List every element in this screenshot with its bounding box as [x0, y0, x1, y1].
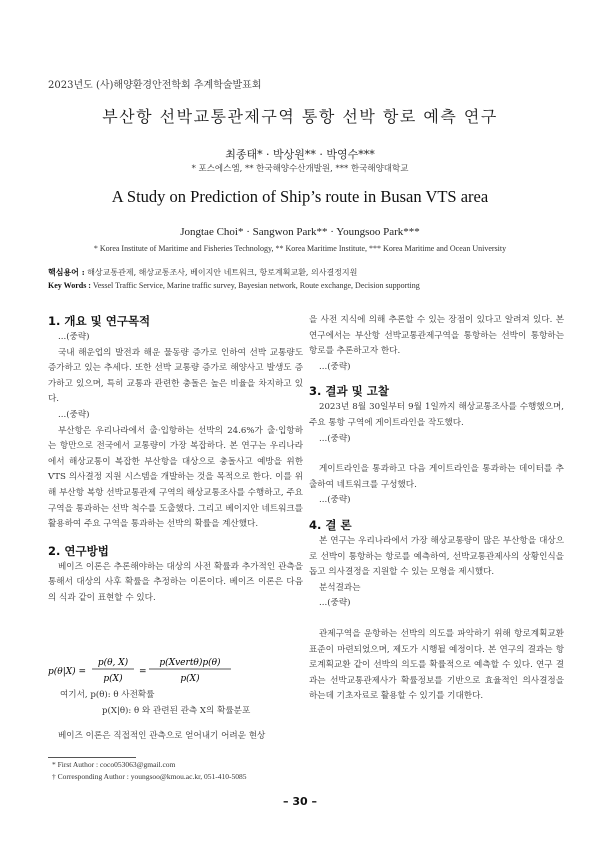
title-korean: 부산항 선박교통관제구역 통항 선박 항로 예측 연구	[102, 107, 498, 126]
where-line-2: p(X|θ): θ 와 관련된 관측 X의 확률분포	[102, 705, 251, 716]
affiliations-english: * Korea Institute of Maritime and Fisheries Technology, ** Korea Maritime Institute, *** Korea Maritime and Ocean University	[93, 244, 507, 253]
omission-note: ...(중략)	[58, 409, 90, 420]
conference-name: 2023년도 (사)해양환경안전학회 추계학술발표회	[48, 80, 262, 91]
authors-english: Jongtae Choi* · Sangwon Park** · Youngsoo Park***	[180, 226, 420, 238]
equation-denominator-1: p(X)	[103, 674, 123, 684]
keywords-korean-text: 해상교통관제, 해상교통조사, 베이지안 네트워크, 항로계획교환, 의사결정지원	[87, 268, 358, 277]
equation-numerator-1: p(θ, X)	[97, 658, 129, 668]
left-column-lower	[48, 688, 303, 745]
section-4-paragraph-1: 본 연구는 우리나라에서 가장 해상교통량이 많은 부산항을 대상으로 선박이 통항하는 항로를 예측하여, 선박교통관제사의 상황인식을 돕고 의사결정을 지원할 수 있는 모형을 제시했다.	[309, 535, 564, 578]
right-column	[309, 313, 564, 705]
bayes-equation	[48, 652, 308, 688]
omission-note: ...(중략)	[319, 598, 351, 609]
section-1-heading: 1. 개요 및 연구목적	[48, 314, 151, 328]
footnote-first-author: * First Author : coco053063@gmail.com	[52, 760, 176, 769]
equation-lhs: p(θ|X) =	[48, 667, 87, 677]
section-4-paragraph-2: 관제구역을 운항하는 선박의 의도를 파악하기 위해 항로계획교환 표준이 마련되었으며, 제도가 시행될 예정이다. 본 연구의 결과는 항로계획교환 같이 선박의 의도를 확률적으로 예측할 수 있다. 연구 결과는 선박교통관제사가 확률정보를 기반으로 효율적인 의사결정을 하는데 기초자료로 활용할 수 있기를 기대한다.	[309, 628, 564, 702]
footnote-corresponding-author: † Corresponding Author : youngsoo@kmou.ac.kr, 051-410-5085	[52, 772, 247, 781]
footnote-divider	[48, 757, 136, 758]
section-3-paragraph-2: 게이트라인을 통과하고 다음 게이트라인을 통과하는 데이터를 추출하여 네트워크를 구성했다.	[309, 464, 564, 490]
page-number: – 30 –	[283, 795, 317, 808]
section-1-paragraph-2: 부산항은 우리나라에서 출·입항하는 선박의 24.6%가 출·입항하는 항만으로 전국에서 교통량이 가장 복잡하다. 본 연구는 우리나라에서 해상교통이 복잡한 부산항을 대상으로 충돌사고 예방을 위한 VTS 의사결정 지원 시스템을 개발하는 것을 목적으로 한다. 이를 위해 부산항 복항 선박교통관제 구역의 해상교통조사를 수행하고, 주요 구역을 통과하는 선박 척수를 도출했다. 그리고 베이지안 네트워크를 활용하여 주요 구역을 통과하는 선박의 확률을 계산했다.	[48, 425, 303, 530]
section-2-paragraph-2: 베이즈 이론은 직접적인 관측으로 얻어내기 어려운 현상	[58, 731, 266, 742]
title-english: A Study on Prediction of Ship’s route in Busan VTS area	[111, 187, 489, 206]
section-2-heading: 2. 연구방법	[48, 543, 109, 558]
section-3-heading: 3. 결과 및 고찰	[309, 384, 389, 399]
equation-numerator-2: p(Xvertθ)p(θ)	[159, 658, 221, 668]
keywords-korean-label: 핵심용어 :	[48, 267, 85, 277]
keywords-korean	[48, 267, 568, 278]
keywords-english-label: Key Words :	[48, 281, 91, 290]
left-column	[48, 312, 303, 607]
continued-paragraph: 을 사전 지식에 의해 추론할 수 있는 장점이 있다고 알려져 있다. 본 연구에서는 부산항 선박교통관제구역을 통항하는 선박이 통항하는 항로를 추론하고자 한다.	[309, 315, 564, 357]
equation-denominator-2: p(X)	[180, 674, 200, 684]
omission-note: ...(중략)	[319, 433, 351, 444]
affiliations-korean: * 포스에스엠, ** 한국해양수산개발원, *** 한국해양대학교	[191, 164, 409, 174]
section-4-heading: 4. 결 론	[309, 517, 352, 532]
omission-note: ...(중략)	[319, 495, 351, 506]
section-2-paragraph-1: 베이즈 이론은 추론해야하는 대상의 사전 확률과 추가적인 관측을 통해서 대상의 사후 확률을 추정하는 이론이다. 베이즈 이론은 다음의 식과 같이 표현할 수 있다.	[48, 561, 303, 603]
analysis-results-label: 분석결과는	[319, 582, 361, 593]
omission-note: ...(중략)	[319, 361, 351, 372]
equation-equals: =	[139, 667, 147, 677]
section-3-paragraph-1: 2023년 8월 30일부터 9월 1일까지 해상교통조사를 수행했으며, 주요 통항 구역에 게이트라인을 작도했다.	[309, 402, 564, 428]
where-line-1: 여기서, p(θ): θ 사전확률	[60, 690, 155, 700]
keywords-english-text: Vessel Traffic Service, Marine traffic survey, Bayesian network, Route exchange, Decision supporting	[92, 281, 420, 290]
section-1-paragraph-1: 국내 해운업의 발전과 해운 물동량 증가로 인하여 선박 교통량도 증가하고 있는 추세다. 또한 선박 교통량 증가로 해양사고 발생도 증가하고 있으며, 특히 교통과 관련한 충돌은 높은 비율을 차지하고 있다.	[48, 347, 303, 405]
omission-note: ...(중략)	[58, 332, 90, 342]
authors-korean: 최종태* · 박상원** · 박영수***	[225, 148, 375, 161]
keywords-english	[48, 281, 568, 290]
